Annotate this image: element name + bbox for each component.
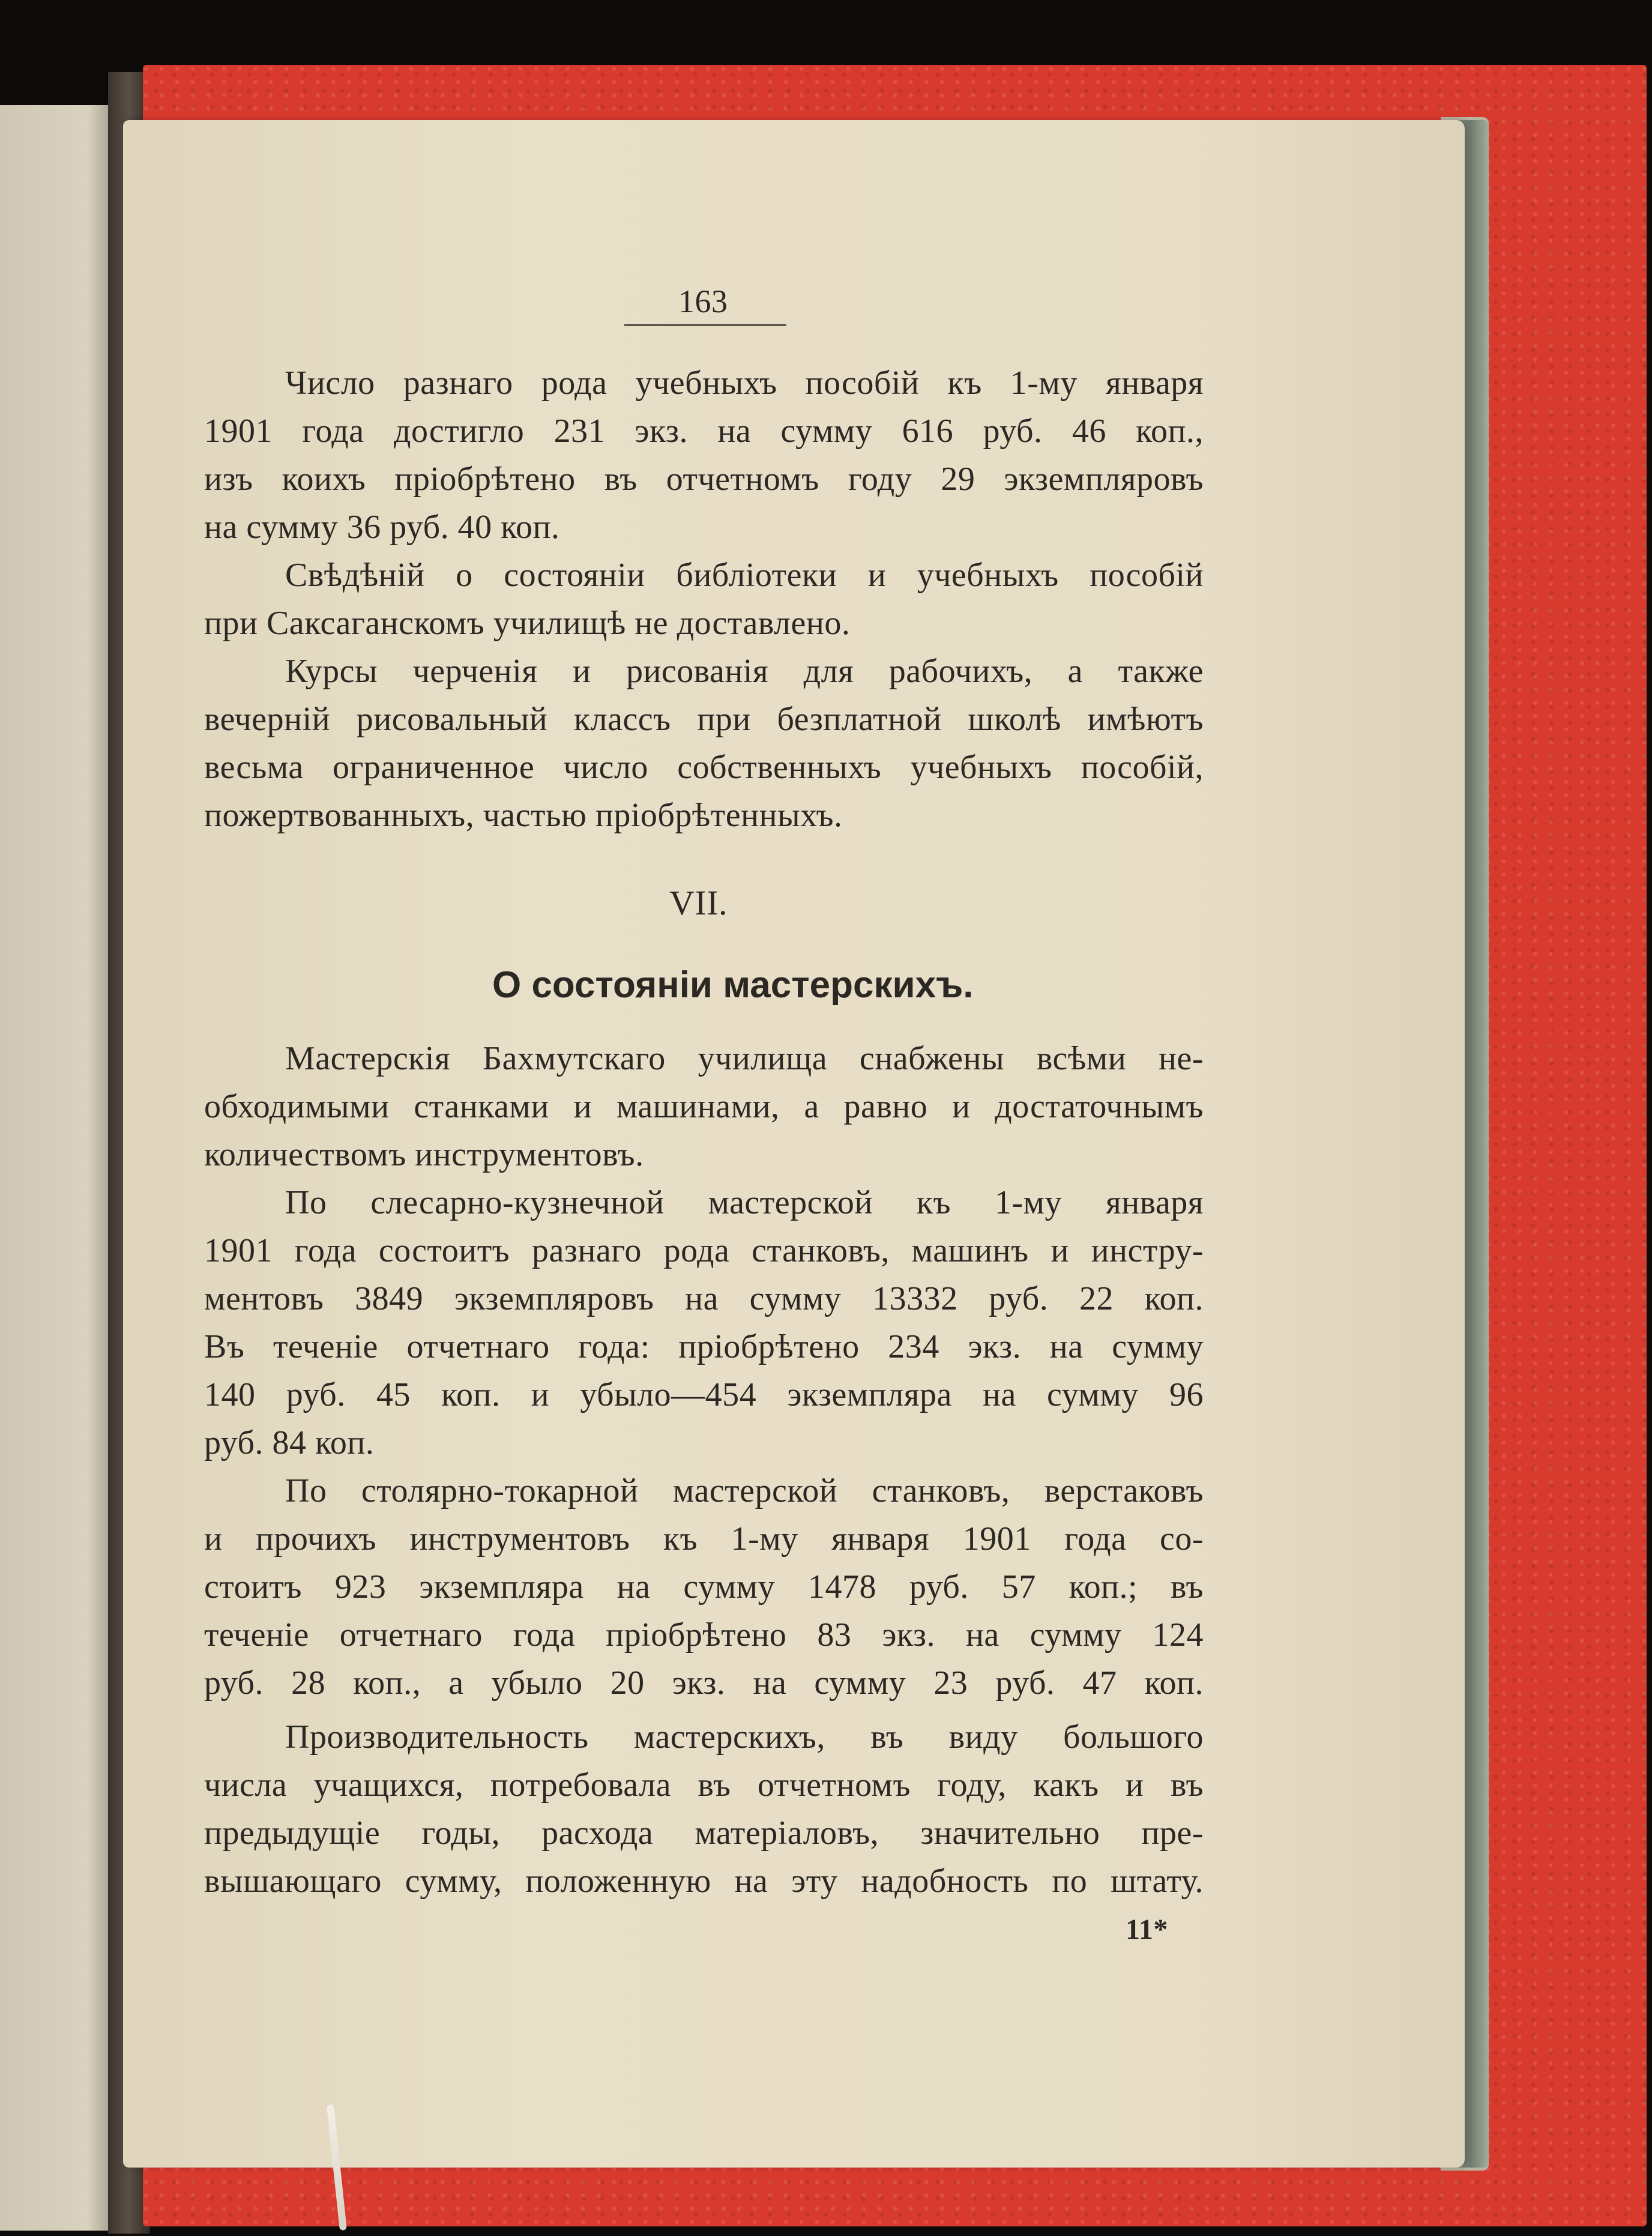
text-line: По столярно-токарной мастерской станковъ, верстаковъ <box>285 1472 1204 1509</box>
text-line: Число разнаго рода учебныхъ пособій къ 1-му января <box>285 364 1204 402</box>
section-title: О состояніи мастерскихъ. <box>492 964 974 1006</box>
text-line: Свѣдѣній о состояніи библіотеки и учебныхъ пособій <box>285 557 1204 594</box>
text-line: весьма ограниченное число собственныхъ учебныхъ пособій, <box>204 749 1204 786</box>
text-line: вечерній рисовальный классъ при безплатной школѣ имѣютъ <box>204 701 1204 738</box>
text-line: руб. 28 коп., а убыло 20 экз. на сумму 23 руб. 47 коп. <box>204 1664 1204 1702</box>
text-line: Курсы черченія и рисованія для рабочихъ, а также <box>285 653 1204 690</box>
text-line: руб. 84 коп. <box>204 1424 375 1461</box>
page-number-rule <box>624 324 786 326</box>
facing-page-edge <box>0 105 126 2231</box>
text-line: 1901 года достигло 231 экз. на сумму 616 руб. 46 коп., <box>204 412 1204 450</box>
text-line: вышающаго сумму, положенную на эту надобность по штату. <box>204 1863 1204 1900</box>
text-line: 1901 года состоитъ разнаго рода станковъ, машинъ и инстру- <box>204 1232 1204 1269</box>
text-line: 140 руб. 45 коп. и убыло—454 экземпляра на сумму 96 <box>204 1376 1204 1413</box>
text-line: По слесарно-кузнечной мастерской къ 1-му января <box>285 1184 1204 1221</box>
text-line: обходимыми станками и машинами, а равно и достаточнымъ <box>204 1088 1204 1125</box>
text-line: Въ теченіе отчетнаго года: пріобрѣтено 234 экз. на сумму <box>204 1328 1204 1365</box>
signature-mark: 11* <box>1126 1914 1168 1945</box>
text-line: на сумму 36 руб. 40 коп. <box>204 509 560 546</box>
text-line: изъ коихъ пріобрѣтено въ отчетномъ году 29 экземпляровъ <box>204 461 1204 498</box>
text-line: числа учащихся, потребовала въ отчетномъ году, какъ и въ <box>204 1766 1204 1804</box>
text-line: Производительность мастерскихъ, въ виду большого <box>285 1718 1204 1756</box>
text-line: при Саксаганскомъ училищѣ не доставлено. <box>204 605 851 642</box>
text-line: предыдущіе годы, расхода матеріаловъ, значительно пре- <box>204 1814 1204 1852</box>
text-line: и прочихъ инструментовъ къ 1-му января 1901 года со- <box>204 1520 1204 1558</box>
text-line: Мастерскія Бахмутскаго училища снабжены всѣми не- <box>285 1040 1204 1077</box>
page-number: 163 <box>678 283 728 319</box>
text-line: стоитъ 923 экземпляра на сумму 1478 руб. 57 коп.; въ <box>204 1568 1204 1606</box>
text-line: теченіе отчетнаго года пріобрѣтено 83 экз. на сумму 124 <box>204 1616 1204 1654</box>
text-line: пожертвованныхъ, частью пріобрѣтенныхъ. <box>204 797 843 834</box>
text-line: количествомъ инструментовъ. <box>204 1136 644 1173</box>
section-number: VII. <box>669 883 728 922</box>
text-line: ментовъ 3849 экземпляровъ на сумму 13332 руб. 22 коп. <box>204 1280 1204 1317</box>
